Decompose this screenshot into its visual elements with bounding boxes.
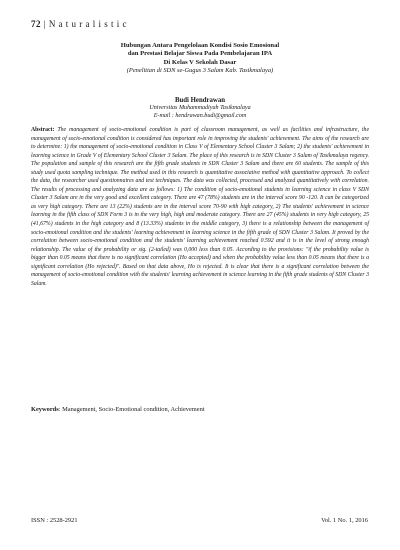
running-header bbox=[31, 19, 127, 29]
author-block bbox=[60, 96, 340, 120]
keywords-label: Keywords bbox=[31, 406, 59, 413]
footer-volume: Vol. 1 No. 1, 2016 bbox=[321, 517, 368, 524]
title-line: dan Prestasi Belajar Siswa Pada Pembelajaran IPA bbox=[127, 50, 273, 58]
title-line: Hubungan Antara Pengelolaan Kondisi Sosio Emosional bbox=[120, 42, 280, 49]
article-subtitle: (Penelitian di SDN se-Gugus 3 Salam Kab. Tasikmalaya) bbox=[126, 67, 274, 75]
article-title-block bbox=[60, 42, 340, 76]
footer-issn: ISSN : 2528-2921 bbox=[31, 517, 78, 524]
abstract-label: Abstract: bbox=[31, 127, 55, 133]
author-name: Budi Hendrawan bbox=[174, 97, 226, 104]
page-number: 72 bbox=[31, 19, 41, 29]
author-affiliation: Universitas Muhammadiyah Tasikmalaya bbox=[149, 105, 251, 111]
header-separator: | bbox=[41, 19, 49, 29]
keywords bbox=[31, 406, 369, 414]
title-line: Di Kelas V Sekolah Dasar bbox=[163, 58, 237, 66]
abstract bbox=[31, 126, 369, 288]
abstract-text: The management of socio-emotional condition is part of classroom management, as well as facilities and infrastructure, the management of socio-emotional condition is considered has important role in improving the students' achievement. The aims of the research are to determine: 1) the management of socio-emotional condition in Class V of Elementary School Cluster 3 Salam; 2) the students' achievement in learning science in Grade V of Elementary School Cluster 3 Salam. The place of this research is in SDN Cluster 3 Salam of Tasikmalaya regency. The population and sample of this research are the fifth grade students in SDN Cluster 3 Salam and there are 60 students. The sample of this study used quota sampling technique. The method used in this research is quantitative associative method with quantitative approach. To collect the data, the researcher used questionnaires and test techniques. The data was collected, processed and analyzed quantitatively with correlation. The results of processing and analyzing data are as follows: 1) The condition of socio-emotional students in learning science in class V SDN Cluster 3 Salam are in the very good and excellent category. There are 47 (78%) students are in the interval score 90 -120. It can be categorized as very high category. There are 13 (22%) students are in the interval score 70-90 with high category, 2) The students' achievement in science learning in the fifth class of SDN Form 3 is in the very high, high and moderate category. There are 27 (45%) students in very high category, 25 (41,67%) students in the high category and 8 (13.33%) students in the middle category, 3) there is a relationship between the management of socio-emotional condition and the students' learning achievement in learning science in the fifth grade of SDN Cluster 3 Salam. It proved by the correlation between socio-emotional condition and the students' learning achievement reached 0.592 and it is in the level of strong enough relationship. The value of the probability or sig. (2-tailed) was 0,000 less than 0.05. According to the provisions: "if the probability value is bigger than 0.05 means that there is no significant correlation (Ho accepted) and when the probability value less than 0.05 means that there is a significant correlation (Ho rejected)". Based on that data above, Ho is rejected. It is clear that there is a significant correlation between the management of socio-emotional condition with the students' learning achievement in science learning in the fifth grade students of SDN Cluster 3 Salam. bbox=[31, 127, 369, 287]
keywords-text: : Management, Socio-Emotional condition, Achievement bbox=[58, 406, 205, 413]
author-email: E-mail : hendrawan.budi@gmail.com bbox=[153, 112, 247, 119]
journal-name: N a t u r a l i s t i c bbox=[48, 19, 128, 29]
